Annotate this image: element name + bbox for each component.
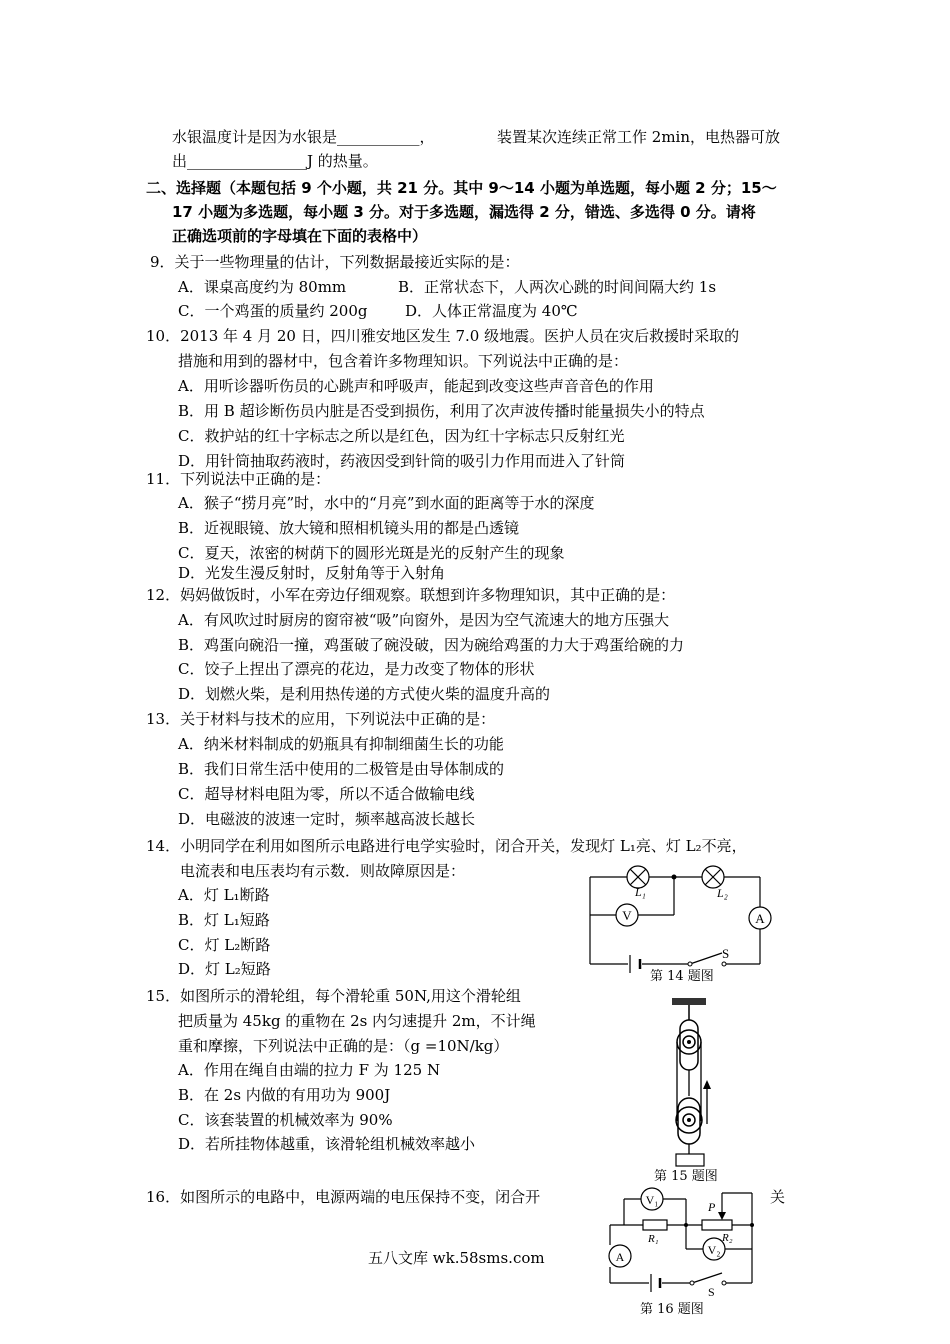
- question-11-stem: 11．下列说法中正确的是：: [146, 470, 331, 488]
- question-11-option-d: D．光发生漫反射时，反射角等于入射角: [178, 564, 446, 582]
- fill-blank-line-1-left: 水银温度计是因为水银是___________，: [172, 128, 435, 146]
- question-16-circuit-diagram: [604, 1183, 774, 1299]
- question-12-stem: 12．妈妈做饭时，小军在旁边仔细观察。联想到许多物理知识，其中正确的是：: [146, 586, 676, 604]
- question-9-stem: 9．关于一些物理量的估计，下列数据最接近实际的是：: [150, 253, 520, 271]
- switch-contact-icon: [688, 962, 692, 966]
- question-13-stem: 13．关于材料与技术的应用，下列说法中正确的是：: [146, 710, 496, 728]
- lamp-l2-label: L₂: [717, 886, 728, 900]
- question-10-stem-2: 措施和用到的器材中，包含着许多物理知识。下列说法中正确的是：: [178, 352, 629, 370]
- question-16-stem-left: 16．如图所示的电路中，电源两端的电压保持不变，闭合开: [146, 1188, 541, 1206]
- question-13-option-d: D．电磁波的波速一定时，频率越高波长越长: [178, 810, 476, 828]
- question-13-option-b: B．我们日常生活中使用的二极管是由导体制成的: [178, 760, 505, 778]
- question-10-stem-1: 10．2013 年 4 月 20 日，四川雅安地区发生 7.0 级地震。医护人员在灾后救援时采取的: [146, 327, 740, 345]
- question-11-option-c: C．夏天，浓密的树荫下的圆形光斑是光的反射产生的现象: [178, 544, 565, 562]
- fixed-pulley-icon: [677, 1020, 701, 1070]
- question-11-option-b: B．近视眼镜、放大镜和照相机镜头用的都是凸透镜: [178, 519, 520, 537]
- resistor-r2-label: R₂: [722, 1232, 733, 1244]
- question-13-option-c: C．超导材料电阻为零，所以不适合做输电线: [178, 785, 475, 803]
- slider-p-icon: [718, 1212, 726, 1220]
- ammeter-label: A: [615, 1250, 625, 1264]
- question-11-option-a: A．猴子“捞月亮”时，水中的“月亮”到水面的距离等于水的深度: [178, 494, 595, 512]
- question-13-option-a: A．纳米材料制成的奶瓶具有抑制细菌生长的功能: [178, 735, 504, 753]
- question-14-option-b: B．灯 L₁短路: [178, 911, 270, 929]
- question-10-option-d: D．用针筒抽取药液时，药液因受到针筒的吸引力作用而进入了针筒: [178, 452, 626, 470]
- voltmeter-v1-label: V₁: [645, 1193, 659, 1207]
- lamp-l2-icon: [702, 866, 724, 888]
- question-12-option-d: D．划燃火柴，是利用热传递的方式使火柴的温度升高的: [178, 685, 551, 703]
- switch-contact-icon: [690, 1281, 694, 1285]
- voltmeter-label: V: [622, 908, 632, 923]
- question-15-stem-1: 15．如图所示的滑轮组，每个滑轮重 50N,用这个滑轮组: [146, 987, 521, 1005]
- question-15-stem-3: 重和摩擦，下列说法中正确的是：（g =10N/kg）: [178, 1037, 509, 1055]
- question-15-option-b: B．在 2s 内做的有用功为 900J: [178, 1086, 391, 1104]
- question-14-stem-1: 14．小明同学在利用如图所示电路进行电学实验时，闭合开关，发现灯 L₁亮、灯 L₂不亮，: [146, 837, 747, 855]
- question-9-option-a: A．课桌高度约为 80mm: [178, 278, 347, 296]
- slider-p-label: P: [708, 1200, 716, 1214]
- resistor-r1-icon: [643, 1220, 667, 1230]
- question-10-option-a: A．用听诊器听伤员的心跳声和呼吸声，能起到改变这些声音音色的作用: [178, 377, 654, 395]
- question-12-option-b: B．鸡蛋向碗沿一撞，鸡蛋破了碗没破，因为碗给鸡蛋的力大于鸡蛋给碗的力: [178, 636, 685, 654]
- question-15-figure-caption: 第 15 题图: [654, 1169, 718, 1184]
- question-10-option-c: C．救护站的红十字标志之所以是红色，因为红十字标志只反射红光: [178, 427, 625, 445]
- ceiling-icon: [672, 998, 706, 1005]
- fill-blank-line-1-right: 装置某次连续正常工作 2min，电热器可放: [497, 128, 780, 146]
- question-15-stem-2: 把质量为 45kg 的重物在 2s 内匀速提升 2m，不计绳: [178, 1012, 536, 1030]
- question-15-pulley-diagram: [658, 996, 718, 1168]
- question-9-option-d: D．人体正常温度为 40℃: [405, 302, 578, 320]
- question-14-option-c: C．灯 L₂断路: [178, 936, 271, 954]
- footer-watermark: 五八文库 wk.58sms.com: [368, 1249, 545, 1267]
- switch-label: S: [708, 1285, 715, 1299]
- voltmeter-v2-label: V₂: [707, 1243, 721, 1257]
- fill-blank-line-2: 出________________J 的热量。: [172, 152, 378, 170]
- question-16-stem-right: 关: [770, 1188, 786, 1206]
- ammeter-label: A: [755, 911, 765, 926]
- lamp-l1-label: L₁: [635, 885, 646, 899]
- section-heading-line-3: 正确选项前的字母填在下面的表格中）: [172, 227, 428, 245]
- section-heading-line-2: 17 小题为多选题，每小题 3 分。对于多选题，漏选得 2 分，错选、多选得 0 分。请将: [172, 203, 756, 221]
- question-9-option-c: C．一个鸡蛋的质量约 200g: [178, 302, 368, 320]
- section-heading-line-1: 二、选择题（本题包括 9 个小题，共 21 分。其中 9～14 小题为单选题，每小题 2 分；15～: [146, 179, 777, 197]
- question-15-option-a: A．作用在绳自由端的拉力 F 为 125 N: [178, 1061, 441, 1079]
- question-12-option-c: C．饺子上捏出了漂亮的花边，是力改变了物体的形状: [178, 660, 535, 678]
- question-12-option-a: A．有风吹过时厨房的窗帘被“吸”向窗外，是因为空气流速大的地方压强大: [178, 611, 670, 629]
- question-10-option-b: B．用 B 超诊断伤员内脏是否受到损伤，利用了次声波传播时能量损失小的特点: [178, 402, 705, 420]
- question-9-option-b: B．正常状态下，人两次心跳的时间间隔大约 1s: [398, 278, 717, 296]
- question-16-figure-caption: 第 16 题图: [640, 1302, 704, 1317]
- resistor-r1-label: R₁: [648, 1233, 659, 1245]
- movable-pulley-icon: [676, 1098, 702, 1144]
- question-15-option-d: D．若所挂物体越重，该滑轮组机械效率越小: [178, 1135, 476, 1153]
- question-14-figure-caption: 第 14 题图: [650, 969, 714, 984]
- pull-arrow-icon: [703, 1080, 711, 1089]
- switch-label: S: [722, 946, 730, 961]
- question-15-option-c: C．该套装置的机械效率为 90%: [178, 1111, 393, 1129]
- question-14-option-a: A．灯 L₁断路: [178, 886, 270, 904]
- question-14-option-d: D．灯 L₂短路: [178, 960, 271, 978]
- resistor-r2-icon: [702, 1220, 732, 1230]
- question-14-stem-2: 电流表和电压表均有示数．则故障原因是：: [180, 862, 466, 880]
- weight-block-icon: [676, 1154, 704, 1166]
